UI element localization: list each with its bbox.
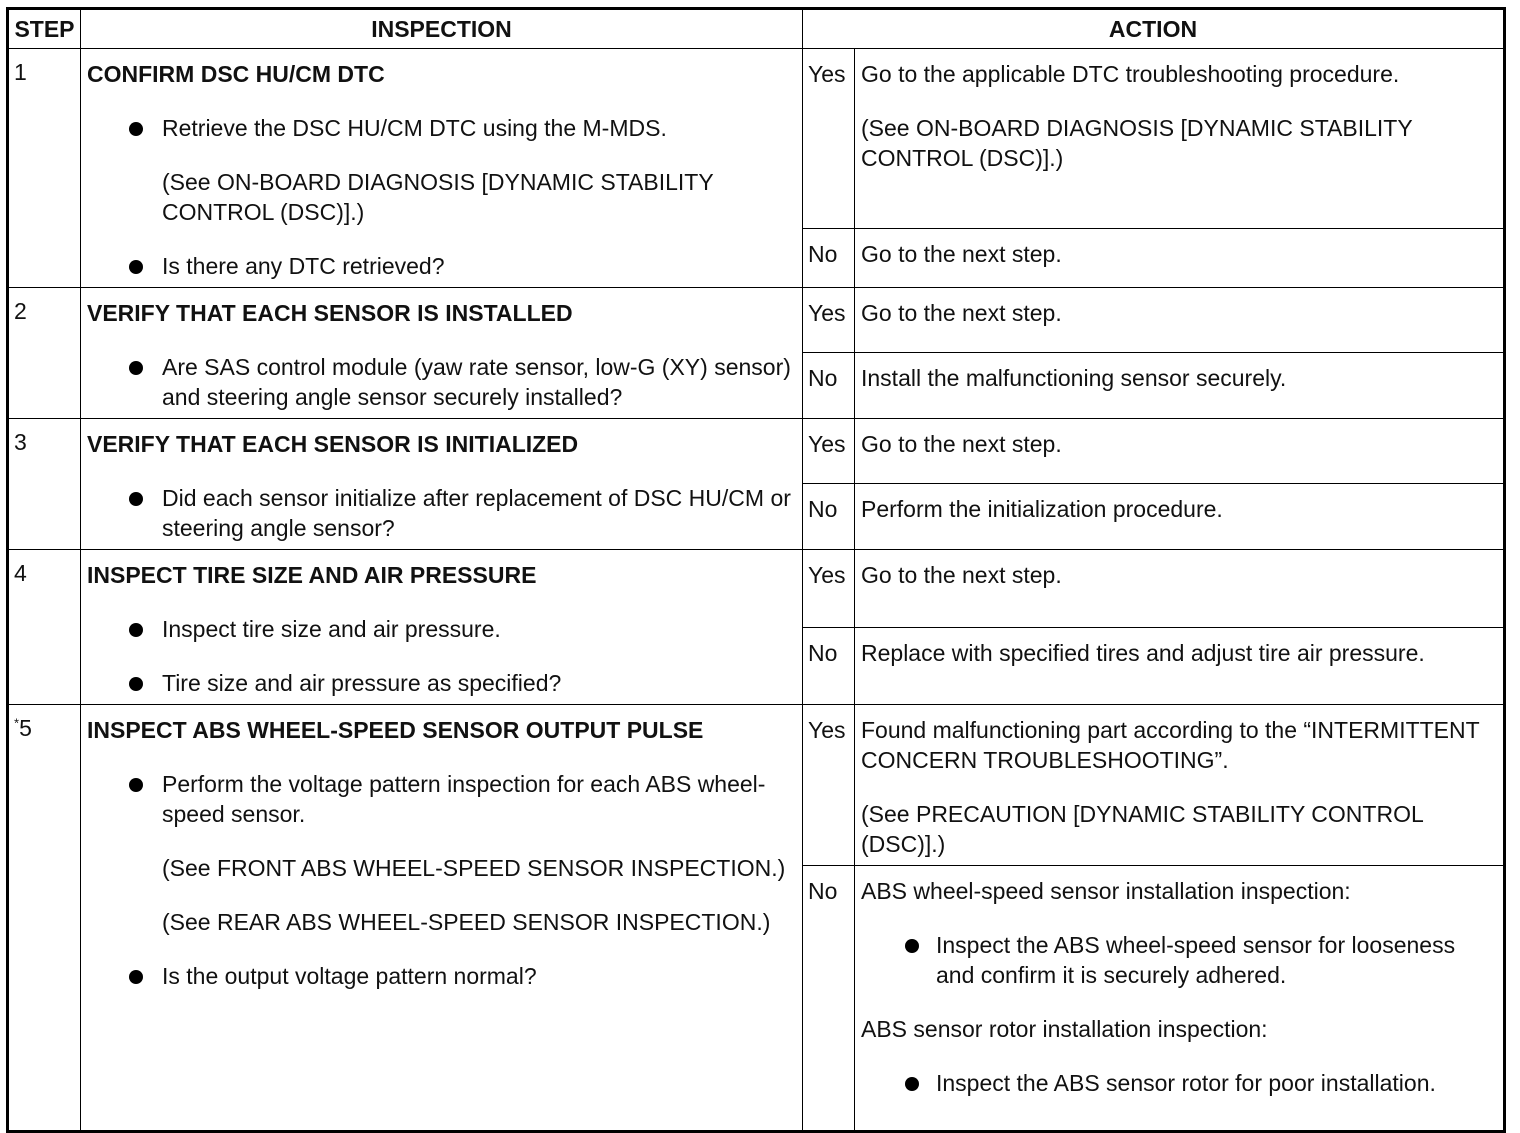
inspection-question: Is there any DTC retrieved? [87,251,796,281]
inspection-cell [81,705,803,1132]
step-number: *5 [8,705,81,1132]
no-label: No [803,627,855,705]
inspection-reference: (See REAR ABS WHEEL-SPEED SENSOR INSPECTION.) [162,909,771,935]
no-action: ABS wheel-speed sensor installation inspection: Inspect the ABS wheel-speed sensor for looseness and confirm it is securely adhered. ABS sensor rotor installation inspection: Inspect the ABS sensor rotor for poor installation. [855,866,1505,1132]
inspection-bullet: Inspect tire size and air pressure. [87,614,796,644]
inspection-question: Is the output voltage pattern normal? [87,961,796,991]
step-4-yes-row [8,550,1505,628]
step-2-yes-row [8,288,1505,353]
yes-action: Go to the applicable DTC troubleshooting procedure. (See ON-BOARD DIAGNOSIS [DYNAMIC STABILITY CONTROL (DSC)].) [855,49,1505,229]
bullet-icon [129,623,143,637]
inspection-cell [81,49,803,288]
bullet-icon [905,1077,919,1091]
inspection-cell [81,288,803,419]
no-label: No [803,228,855,288]
bullet-icon [129,677,143,691]
bullet-icon [129,122,143,136]
inspection-question: Tire size and air pressure as specified? [87,668,796,698]
troubleshooting-table [6,7,1506,1133]
yes-label: Yes [803,550,855,628]
step-5-yes-row [8,705,1505,866]
header-step: STEP [8,9,81,49]
yes-label: Yes [803,419,855,484]
header-inspection: INSPECTION [81,9,803,49]
step-1-yes-row [8,49,1505,229]
yes-action: Go to the next step. [855,550,1505,628]
inspection-title: INSPECT ABS WHEEL-SPEED SENSOR OUTPUT PULSE [87,717,704,743]
action-bullet: Inspect the ABS sensor rotor for poor installation. [861,1068,1497,1098]
bullet-icon [905,939,919,953]
action-bullet: Inspect the ABS wheel-speed sensor for looseness and confirm it is securely adhered. [861,930,1497,990]
inspection-bullet: Retrieve the DSC HU/CM DTC using the M-MDS. [87,113,796,143]
bullet-icon [129,260,143,274]
step-3-yes-row [8,419,1505,484]
no-label: No [803,483,855,549]
bullet-icon [129,970,143,984]
inspection-title: INSPECT TIRE SIZE AND AIR PRESSURE [87,562,537,588]
bullet-icon [129,778,143,792]
inspection-reference: (See ON-BOARD DIAGNOSIS [DYNAMIC STABILITY CONTROL (DSC)].) [162,169,714,225]
inspection-question: Are SAS control module (yaw rate sensor, low-G (XY) sensor) and steering angle sensor securely installed? [87,352,796,412]
yes-action: Found malfunctioning part according to the “INTERMITTENT CONCERN TROUBLESHOOTING”. (See PRECAUTION [DYNAMIC STABILITY CONTROL (DSC)].) [855,705,1505,866]
yes-label: Yes [803,705,855,866]
yes-label: Yes [803,49,855,229]
no-action: Replace with specified tires and adjust tire air pressure. [855,627,1505,705]
inspection-question: Did each sensor initialize after replacement of DSC HU/CM or steering angle sensor? [87,483,796,543]
bullet-icon [129,361,143,375]
yes-action: Go to the next step. [855,288,1505,353]
step-number: 1 [8,49,81,288]
action-reference: (See ON-BOARD DIAGNOSIS [DYNAMIC STABILITY CONTROL (DSC)].) [861,115,1413,171]
inspection-title: CONFIRM DSC HU/CM DTC [87,61,385,87]
header-action: ACTION [803,9,1505,49]
inspection-title: VERIFY THAT EACH SENSOR IS INSTALLED [87,300,573,326]
no-label: No [803,866,855,1132]
no-label: No [803,352,855,418]
inspection-cell [81,419,803,550]
inspection-bullet: Perform the voltage pattern inspection for each ABS wheel-speed sensor. [87,769,796,829]
inspection-title: VERIFY THAT EACH SENSOR IS INITIALIZED [87,431,579,457]
step-number: 3 [8,419,81,550]
step-number: 2 [8,288,81,419]
inspection-cell [81,550,803,705]
no-action: Perform the initialization procedure. [855,483,1505,549]
yes-label: Yes [803,288,855,353]
bullet-icon [129,492,143,506]
no-action: Go to the next step. [855,228,1505,288]
no-action: Install the malfunctioning sensor securely. [855,352,1505,418]
header-row [8,9,1505,49]
inspection-reference: (See FRONT ABS WHEEL-SPEED SENSOR INSPECTION.) [162,855,786,881]
yes-action: Go to the next step. [855,419,1505,484]
action-reference: (See PRECAUTION [DYNAMIC STABILITY CONTROL (DSC)].) [861,801,1423,857]
step-number: 4 [8,550,81,705]
